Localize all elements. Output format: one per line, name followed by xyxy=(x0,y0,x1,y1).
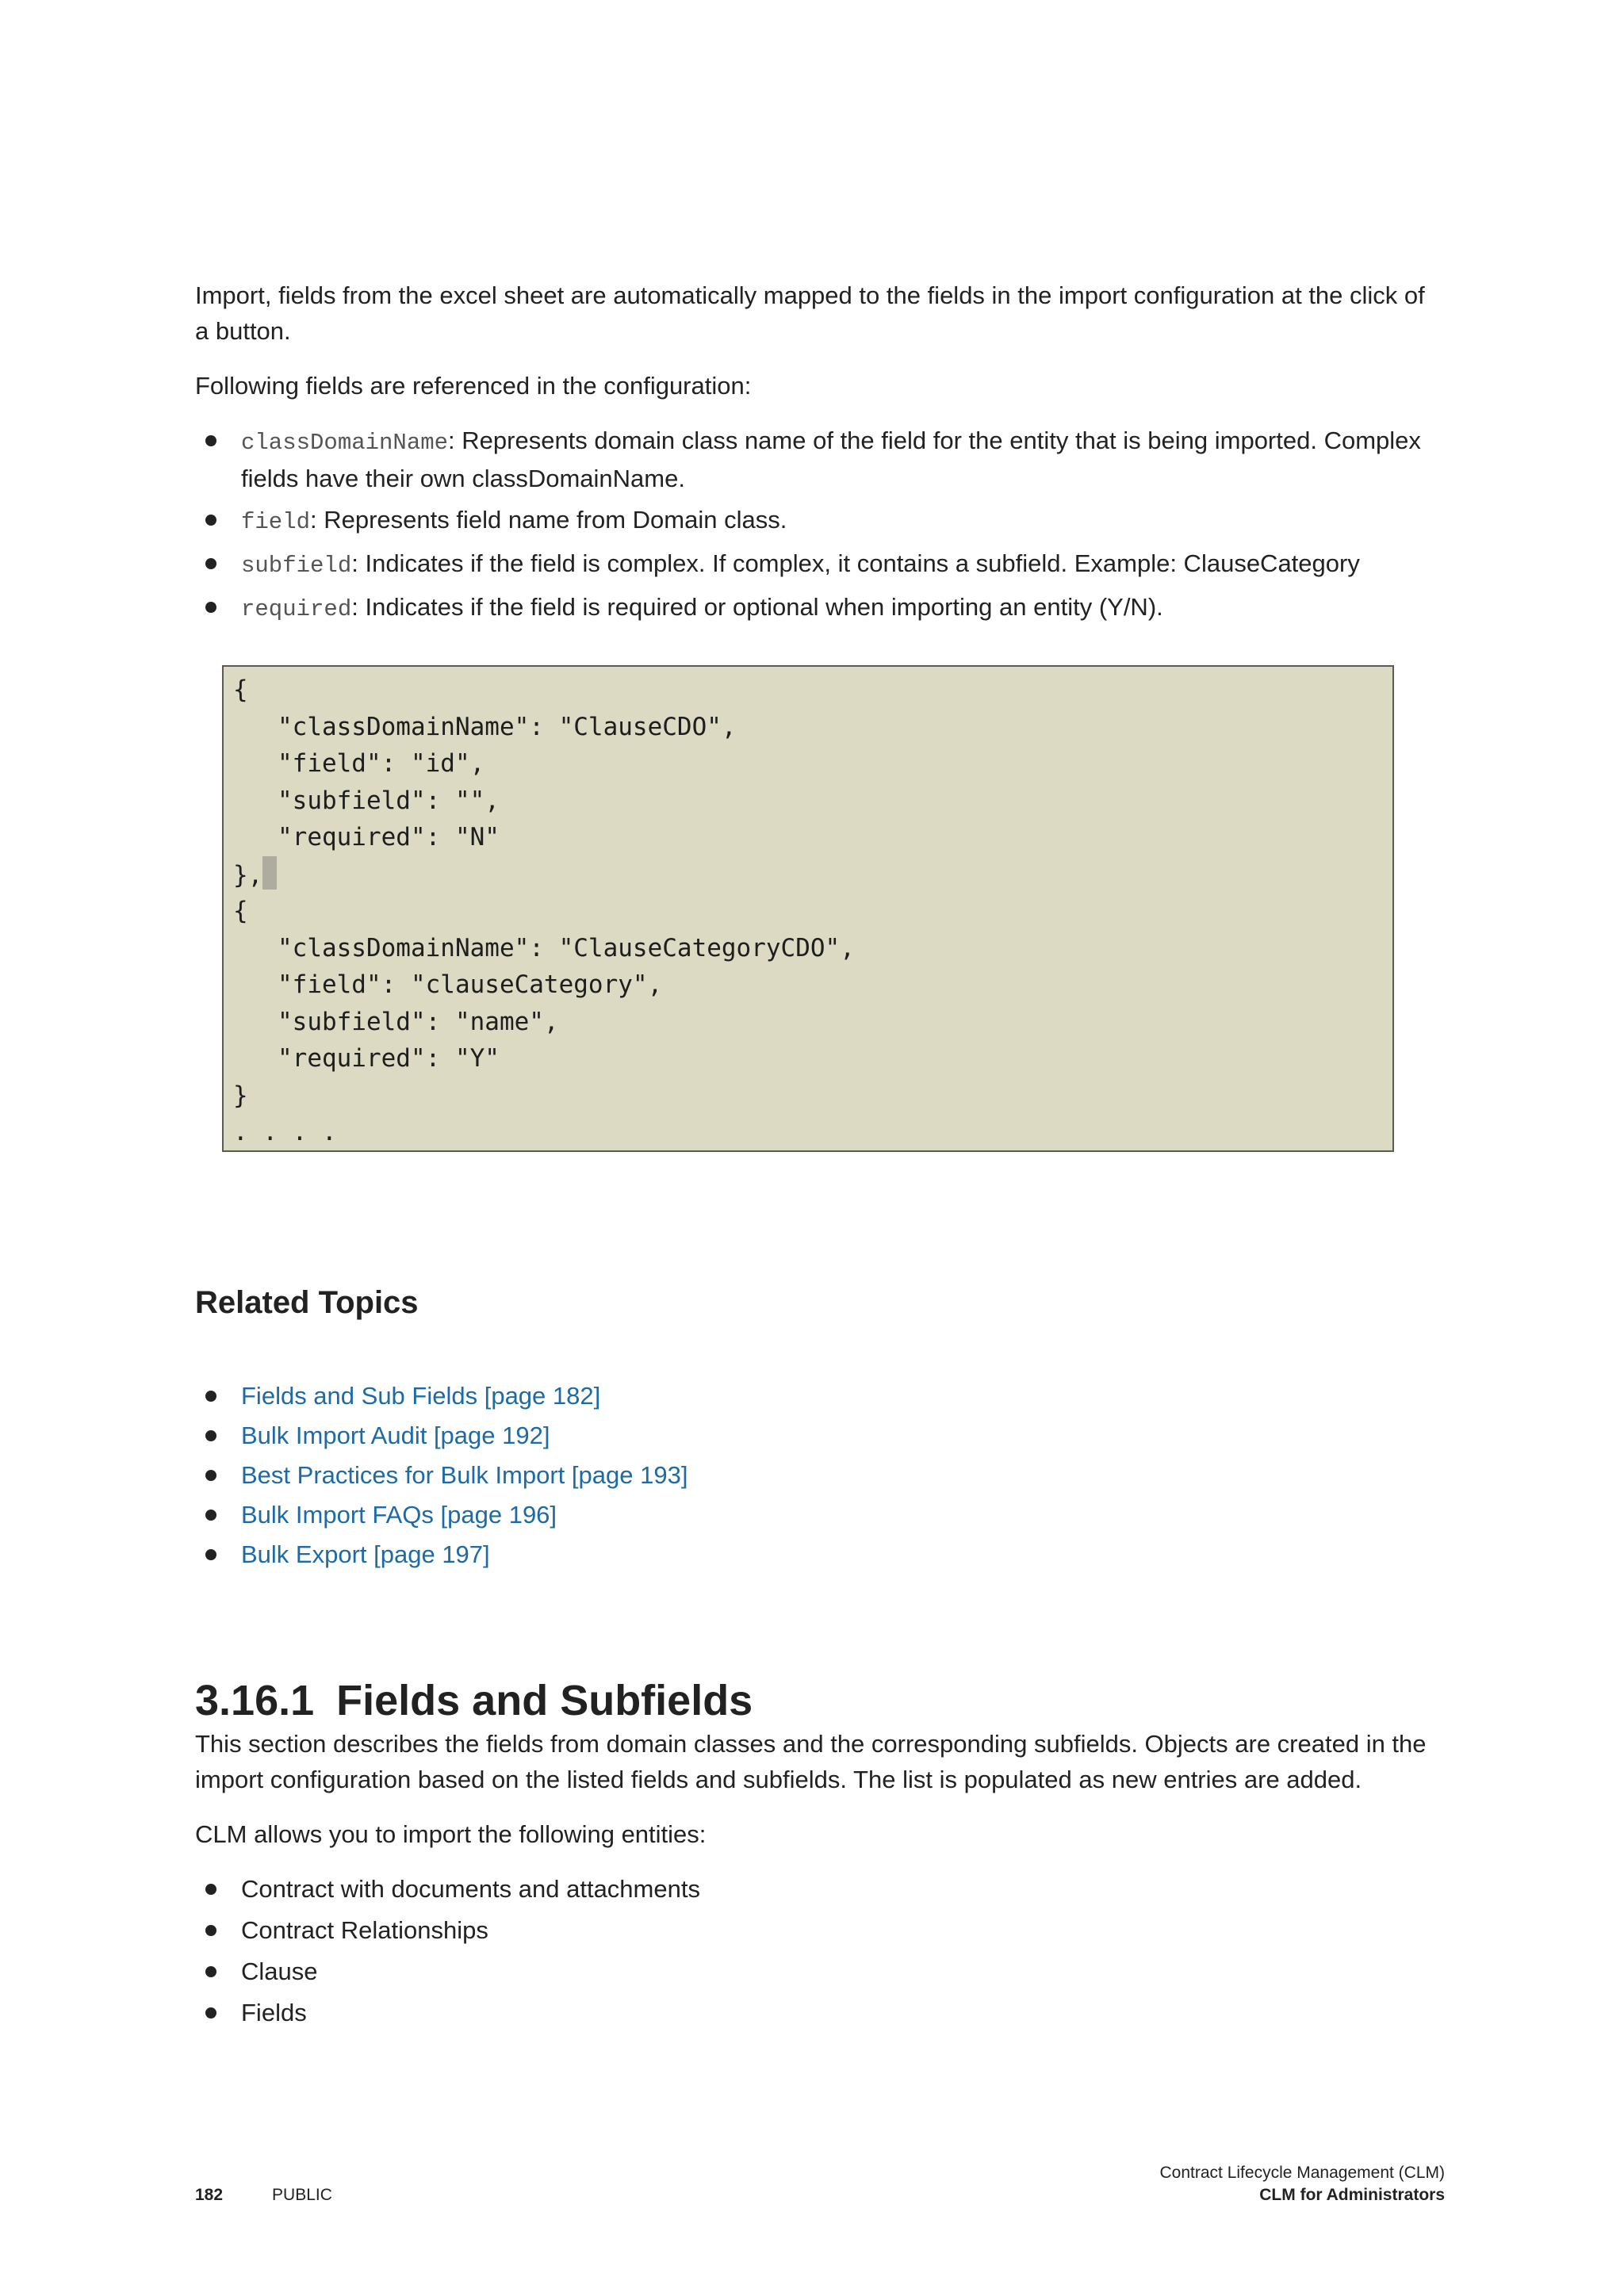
entities-intro-paragraph: CLM allows you to import the following entities: xyxy=(195,1820,707,1848)
fields-intro-paragraph: Following fields are referenced in the configuration: xyxy=(195,372,752,400)
code-line: . . . . xyxy=(233,1118,337,1146)
list-item: Contract Relationships xyxy=(195,1912,1445,1948)
field-name-code: subfield xyxy=(241,553,352,579)
page-number: 182 xyxy=(195,2186,224,2204)
list-item xyxy=(195,1497,1445,1533)
field-description: : Represents field name from Domain class. xyxy=(310,506,787,534)
code-line: "field": "id", xyxy=(233,749,485,778)
code-line: { xyxy=(233,675,248,704)
field-description: : Indicates if the field is required or optional when importing an entity (Y/N). xyxy=(351,593,1163,621)
field-name-code: field xyxy=(241,509,311,535)
page-content xyxy=(195,277,1445,2036)
section-paragraph: This section describes the fields from domain classes and the corresponding subfields. Objects are created in the import configuration based on the listed fields and subfields. The list is populated as new entries are added. xyxy=(195,1730,1427,1793)
list-item xyxy=(195,502,1445,540)
footer-guide-name: CLM for Administrators xyxy=(1259,2186,1445,2204)
code-sample-screenshot xyxy=(222,665,1394,1152)
section-number: 3.16.1 xyxy=(195,1677,315,1724)
code-line: "classDomainName": "ClauseCategoryCDO", xyxy=(233,933,855,962)
code-line: "field": "clauseCategory", xyxy=(233,970,663,999)
code-line: "required": "Y" xyxy=(233,1044,500,1073)
list-item xyxy=(195,1418,1445,1453)
code-line: "subfield": "name", xyxy=(233,1007,559,1036)
field-name-code: required xyxy=(241,596,352,622)
list-item xyxy=(195,423,1445,496)
field-description: : Represents domain class name of the field for the entity that is being imported. Complex fields have their own classDomainName. xyxy=(241,427,1421,492)
text-cursor xyxy=(262,856,277,890)
footer-product-name: Contract Lifecycle Management (CLM) xyxy=(1159,2164,1445,2182)
related-link-bulk-import-audit[interactable]: Bulk Import Audit [page 192] xyxy=(241,1422,550,1449)
related-topics-list xyxy=(195,1378,1445,1572)
code-line-with-cursor xyxy=(233,856,1392,894)
list-item xyxy=(195,545,1445,584)
code-line: } xyxy=(233,1081,248,1110)
code-line: "classDomainName": "ClauseCDO", xyxy=(233,712,737,741)
code-line: "subfield": "", xyxy=(233,786,500,815)
related-link-best-practices[interactable]: Best Practices for Bulk Import [page 193] xyxy=(241,1461,688,1489)
footer-document-info xyxy=(1160,2162,1445,2206)
field-description: : Indicates if the field is complex. If complex, it contains a subfield. Example: ClauseCategory xyxy=(351,549,1360,577)
code-line: "required": "N" xyxy=(233,823,500,851)
code-line: { xyxy=(233,897,248,925)
fields-list xyxy=(195,423,1445,627)
list-item: Clause xyxy=(195,1954,1445,1989)
intro-paragraph: Import, fields from the excel sheet are automatically mapped to the fields in the import configuration at the click of a button. xyxy=(195,281,1425,345)
list-item xyxy=(195,1378,1445,1414)
list-item: Contract with documents and attachments xyxy=(195,1871,1445,1907)
code-line-text: }, xyxy=(233,860,263,890)
section-heading xyxy=(195,1675,1445,1726)
list-item xyxy=(195,1536,1445,1572)
related-link-fields-and-sub-fields[interactable]: Fields and Sub Fields [page 182] xyxy=(241,1382,601,1410)
list-item: Fields xyxy=(195,1995,1445,2030)
list-item xyxy=(195,589,1445,627)
list-item xyxy=(195,1457,1445,1493)
related-link-bulk-import-faqs[interactable]: Bulk Import FAQs [page 196] xyxy=(241,1501,557,1529)
section-title: Fields and Subfields xyxy=(336,1677,753,1724)
entities-list xyxy=(195,1871,1445,2030)
field-name-code: classDomainName xyxy=(241,430,449,456)
related-topics-heading: Related Topics xyxy=(195,1285,419,1320)
footer-page-info xyxy=(195,2184,332,2206)
related-link-bulk-export[interactable]: Bulk Export [page 197] xyxy=(241,1540,490,1568)
classification-label: PUBLIC xyxy=(272,2186,332,2204)
